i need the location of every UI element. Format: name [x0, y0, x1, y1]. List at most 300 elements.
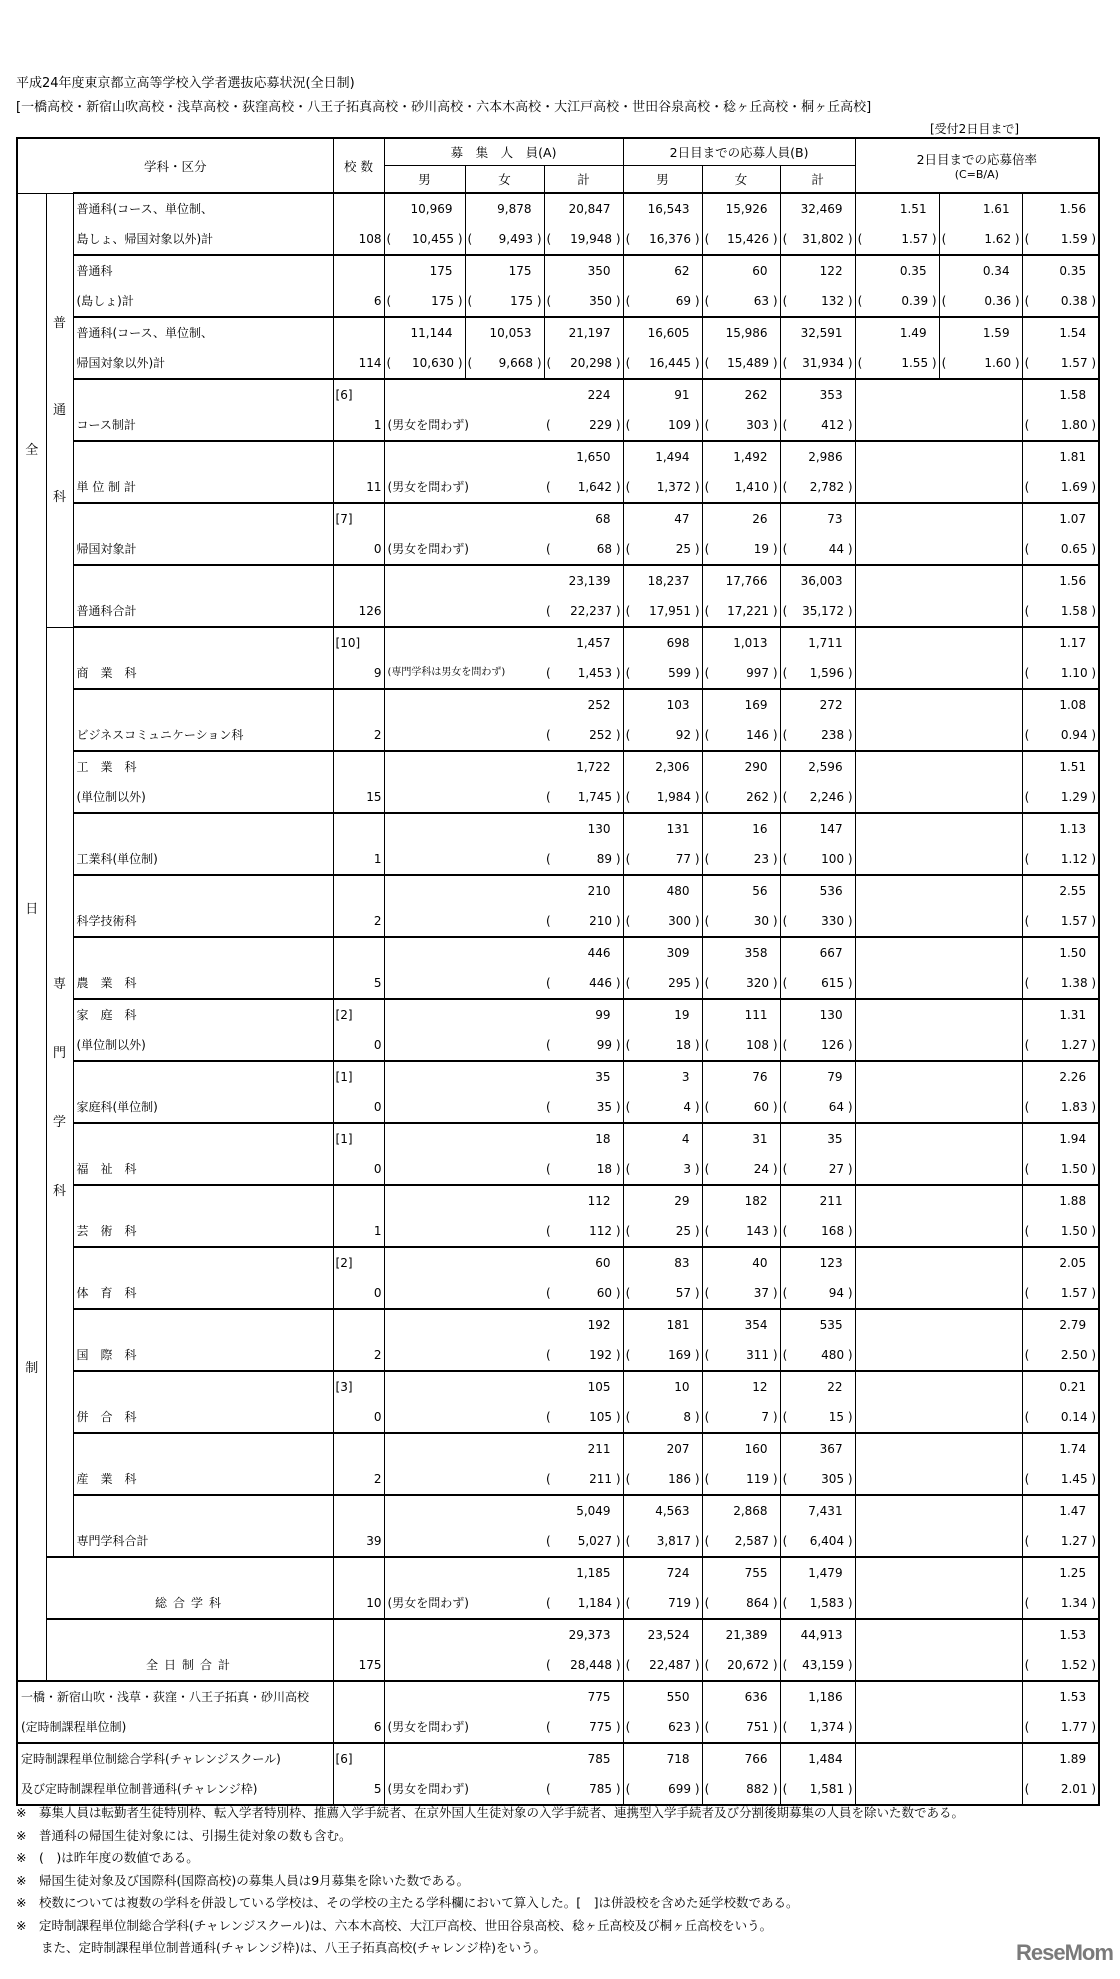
open-paren: (: [625, 1472, 631, 1486]
applicants-total: [780, 1495, 855, 1557]
ratio-total-current: 1.94: [1059, 1132, 1087, 1146]
ratio-male-previous-value: 1.57: [901, 232, 929, 246]
school-count-cell: [333, 1061, 384, 1123]
ratio-blank-cell: [855, 565, 1022, 627]
applicants-female-previous: [703, 720, 780, 750]
applicants-male: [623, 1495, 702, 1557]
applicants-male-previous-value: 1,984: [656, 790, 692, 804]
open-paren: (: [704, 232, 710, 246]
applicants-total-previous: [781, 782, 855, 812]
recruit-total: [544, 1061, 623, 1123]
close-paren: ): [844, 356, 853, 370]
ratio-female-current: 1.61: [982, 202, 1010, 216]
applicants-male: [623, 1557, 702, 1619]
recruit-total-current: 23,139: [568, 574, 611, 588]
ratio-total-previous-value: 1.57: [1060, 914, 1088, 928]
close-paren: ): [691, 418, 700, 432]
applicants-male-previous-value: 699: [668, 1782, 692, 1796]
school-count-cell: [333, 255, 384, 317]
ratio-total-previous-value: 0.38: [1060, 294, 1088, 308]
recruit-note-cell: [384, 441, 544, 503]
recruit-total: [544, 1495, 623, 1557]
school-count-top: [334, 566, 384, 596]
applicants-male: [623, 875, 702, 937]
close-paren: ): [691, 1100, 700, 1114]
applicants-male: [623, 1743, 702, 1805]
applicants-male-previous: [624, 844, 702, 874]
open-paren: (: [782, 976, 788, 990]
row-label-line2: 帰国対象以外)計: [76, 356, 166, 370]
school-count-cell: [333, 937, 384, 999]
open-paren: (: [1024, 1720, 1030, 1734]
recruit-total-previous: [544, 1588, 623, 1618]
open-paren: (: [782, 1472, 788, 1486]
close-paren: ): [844, 914, 853, 928]
ratio-total: [1022, 1371, 1099, 1433]
recruit-total-current: 446: [587, 946, 611, 960]
close-paren: ): [769, 1162, 778, 1176]
ratio-male-previous: [856, 286, 939, 316]
applicants-female: [702, 1247, 780, 1309]
close-paren: ): [612, 1720, 621, 1734]
applicants-female-previous-value: 30: [753, 914, 770, 928]
recruit-female-current: 175: [508, 264, 532, 278]
school-count: 1: [373, 418, 382, 432]
open-paren: (: [1024, 1100, 1030, 1114]
close-paren: ): [691, 542, 700, 556]
open-paren: (: [546, 542, 551, 556]
open-paren: (: [546, 1348, 551, 1362]
spacer: [385, 442, 545, 472]
applicants-total: [780, 813, 855, 875]
close-paren: ): [691, 356, 700, 370]
ratio-total: [1022, 1185, 1099, 1247]
school-count: 15: [366, 790, 382, 804]
recruit-note-cell: [384, 1309, 544, 1371]
school-count: 0: [373, 1100, 382, 1114]
row-label-line1: 一橋・新宿山吹・浅草・荻窪・八王子拓真・砂川高校: [21, 1690, 310, 1704]
ratio-total: [1022, 813, 1099, 875]
close-paren: ): [533, 356, 542, 370]
close-paren: ): [1087, 542, 1097, 556]
open-paren: (: [704, 914, 710, 928]
applicants-male-previous: [624, 534, 702, 564]
applicants-total-previous-value: 1,596: [809, 666, 845, 680]
spacer: [385, 1372, 545, 1402]
close-paren: ): [1011, 294, 1020, 308]
applicants-female: [702, 875, 780, 937]
applicants-female-current: 2,868: [733, 1504, 768, 1518]
school-count: 2: [373, 728, 382, 742]
school-count-top: [334, 1744, 384, 1774]
footnote: ※ 普通科の帰国生徒対象には、引揚生徒対象の数も含む。: [16, 1827, 352, 1843]
header-app-female: 女: [702, 166, 780, 194]
school-count: 1: [373, 1224, 382, 1238]
applicants-male-current: 724: [666, 1566, 690, 1580]
open-paren: (: [1024, 1782, 1030, 1796]
open-paren: (: [546, 1658, 551, 1672]
applicants-female-current: 15,986: [725, 326, 768, 340]
applicants-total-previous: [781, 1774, 855, 1804]
applicants-total-current: 122: [819, 264, 843, 278]
school-count-top: [334, 1124, 384, 1154]
row-label: [73, 1123, 333, 1185]
open-paren: (: [782, 480, 788, 494]
row-label-line2: 家庭科(単位制): [76, 1100, 158, 1114]
ratio-total-current: 1.53: [1059, 1628, 1087, 1642]
ratio-blank-cell: [855, 441, 1022, 503]
recruit-total-previous: [544, 534, 623, 564]
applicants-male-previous: [624, 1650, 702, 1680]
header-app-total: 計: [780, 166, 855, 194]
recruit-total-previous-value: 1,184: [577, 1596, 613, 1610]
recruit-total: [544, 1123, 623, 1185]
applicants-total: [780, 937, 855, 999]
ratio-total-current: 1.81: [1059, 450, 1087, 464]
applicants-total-previous: [781, 1650, 855, 1680]
ratio-total-previous: [1023, 1340, 1099, 1370]
close-paren: ): [691, 1596, 700, 1610]
applicants-male: [623, 503, 702, 565]
ratio-total: [1022, 999, 1099, 1061]
applicants-female-previous: [703, 1650, 780, 1680]
spacer: [385, 1496, 545, 1526]
open-paren: (: [625, 232, 631, 246]
applicants-total-current: 79: [827, 1070, 843, 1084]
applicants-total: [780, 1185, 855, 1247]
ratio-total-current: 1.56: [1059, 574, 1087, 588]
spacer: [385, 814, 545, 844]
gender-note: (男女を問わず): [387, 1782, 469, 1796]
row-label-line1: 工 業 科: [76, 760, 137, 774]
recruit-total-previous: [544, 596, 623, 626]
open-paren: (: [625, 914, 631, 928]
recruit-total-previous-value: 775: [589, 1720, 613, 1734]
close-paren: ): [844, 604, 853, 618]
applicants-female-previous: [703, 472, 780, 502]
recruit-total: [544, 255, 623, 317]
close-paren: ): [612, 1782, 621, 1796]
gender-note: (男女を問わず): [387, 418, 469, 432]
ratio-total-previous-value: 0.65: [1060, 542, 1088, 556]
applicants-female: [702, 1743, 780, 1805]
applicants-male-current: 103: [666, 698, 690, 712]
close-paren: ): [769, 1596, 778, 1610]
recruit-female: [465, 193, 544, 255]
close-paren: ): [691, 604, 700, 618]
ratio-female-current: 1.59: [982, 326, 1010, 340]
recruit-total-previous-value: 19,948: [570, 232, 613, 246]
applicants-female-previous: [703, 658, 780, 688]
school-count-top: [334, 1434, 384, 1464]
open-paren: (: [704, 1472, 710, 1486]
school-count: 0: [373, 542, 382, 556]
open-paren: (: [546, 976, 551, 990]
recruit-note-cell: [384, 1247, 544, 1309]
close-paren: ): [844, 1224, 853, 1238]
table-body: [17, 193, 1099, 1805]
close-paren: ): [612, 1162, 621, 1176]
ratio-total-current: 1.58: [1059, 388, 1087, 402]
applicants-female-previous-value: 320: [746, 976, 770, 990]
open-paren: (: [625, 1100, 631, 1114]
open-paren: (: [625, 542, 631, 556]
row-label-line1: 定時制課程単位制総合学科(チャレンジスクール): [21, 1752, 281, 1766]
applicants-male-previous-value: 599: [668, 666, 692, 680]
applicants-female-current: 766: [744, 1752, 768, 1766]
ratio-total-previous-value: 1.12: [1060, 852, 1088, 866]
open-paren: (: [941, 232, 947, 246]
recruit-total: [544, 193, 623, 255]
recruit-total-previous-value: 5,027: [577, 1534, 613, 1548]
applicants-male-current: 10: [674, 1380, 690, 1394]
spacer: [385, 1744, 545, 1774]
applicants-total-current: 123: [819, 1256, 843, 1270]
vertical-char: 学: [52, 1114, 66, 1130]
ratio-total-current: 0.35: [1059, 264, 1087, 278]
ratio-total-previous: [1023, 844, 1099, 874]
senmon-label: [46, 627, 73, 1557]
open-paren: (: [625, 666, 631, 680]
row-label-line2: (島しょ)計: [76, 294, 134, 308]
close-paren: ): [533, 232, 542, 246]
recruit-male-previous: [385, 224, 465, 254]
footnote: ※ 定時制課程単位制総合学科(チャレンジスクール)は、六本木高校、大江戸高校、世田谷泉高校、稔ヶ丘高校及び桐ヶ丘高校をいう。: [16, 1917, 773, 1933]
ratio-total-previous-value: 2.01: [1060, 1782, 1088, 1796]
recruit-total-current: 1,457: [576, 636, 611, 650]
ratio-total-current: 1.54: [1059, 326, 1087, 340]
close-paren: ): [844, 790, 853, 804]
applicants-male-previous: [624, 968, 702, 998]
applicants-male-current: 62: [674, 264, 690, 278]
recruit-total-previous: [544, 1216, 623, 1246]
row-label-line2: (単位制以外): [76, 1038, 146, 1052]
close-paren: ): [769, 418, 778, 432]
close-paren: ): [769, 914, 778, 928]
applicants-total-current: 1,484: [808, 1752, 843, 1766]
applicants-female-current: 40: [752, 1256, 768, 1270]
close-paren: ): [1087, 914, 1097, 928]
applicants-female-current: 636: [744, 1690, 768, 1704]
applicants-male-previous-value: 719: [668, 1596, 692, 1610]
ratio-blank-cell: [855, 937, 1022, 999]
ratio-total-previous: [1023, 1526, 1099, 1556]
recruit-total-previous: [544, 410, 623, 440]
open-paren: (: [546, 1720, 551, 1734]
applicants-total: [780, 1247, 855, 1309]
open-paren: (: [1024, 356, 1030, 370]
open-paren: (: [704, 1534, 710, 1548]
open-paren: (: [782, 356, 788, 370]
applicants-male-previous-value: 4: [683, 1100, 692, 1114]
recruit-total-current: 18: [595, 1132, 611, 1146]
open-paren: (: [625, 1782, 631, 1796]
row-label: [73, 503, 333, 565]
close-paren: ): [1087, 1410, 1097, 1424]
applicants-male-current: 480: [666, 884, 690, 898]
applicants-female-current: 31: [752, 1132, 768, 1146]
applicants-female-previous-value: 311: [746, 1348, 770, 1362]
close-paren: ): [769, 666, 778, 680]
applicants-total: [780, 565, 855, 627]
close-paren: ): [612, 1286, 621, 1300]
recruit-total-previous-value: 192: [589, 1348, 613, 1362]
recruit-total: [544, 1371, 623, 1433]
ratio-total: [1022, 1495, 1099, 1557]
applicants-female: [702, 1123, 780, 1185]
applicants-male-previous: [624, 472, 702, 502]
ratio-total-previous-value: 1.50: [1060, 1224, 1088, 1238]
school-count-cell: [333, 1185, 384, 1247]
school-count-top: [334, 1372, 384, 1402]
open-paren: (: [704, 1348, 710, 1362]
vertical-char: 科: [52, 489, 66, 505]
close-paren: ): [612, 294, 621, 308]
table-row: [17, 1123, 1099, 1185]
close-paren: ): [1087, 1782, 1097, 1796]
open-paren: (: [704, 294, 710, 308]
row-label-line2: コース制計: [76, 418, 136, 432]
applicants-male-current: 4,563: [655, 1504, 690, 1518]
open-paren: (: [625, 1596, 631, 1610]
applicants-male-previous: [624, 286, 702, 316]
recruit-total: [544, 1681, 623, 1743]
ratio-female-previous: [940, 348, 1022, 378]
ratio-blank-cell: [855, 1309, 1022, 1371]
open-paren: (: [782, 914, 788, 928]
applicants-male-previous: [624, 1402, 702, 1432]
close-paren: ): [844, 1162, 853, 1176]
school-count: 5: [373, 976, 382, 990]
ratio-blank-cell: [855, 875, 1022, 937]
ratio-total-previous-value: 1.58: [1060, 604, 1088, 618]
close-paren: ): [769, 1782, 778, 1796]
close-paren: ): [844, 232, 853, 246]
ratio-total: [1022, 565, 1099, 627]
ratio-total: [1022, 1247, 1099, 1309]
spacer: [385, 1062, 545, 1092]
ratio-total-current: 1.56: [1059, 202, 1087, 216]
open-paren: (: [704, 790, 710, 804]
applicants-total-current: 667: [819, 946, 843, 960]
row-label: [73, 193, 333, 255]
ratio-total-previous-value: 1.45: [1060, 1472, 1088, 1486]
open-paren: (: [704, 852, 710, 866]
open-paren: (: [704, 1224, 710, 1238]
applicants-total-current: 44,913: [800, 1628, 843, 1642]
recruit-total-current: 112: [587, 1194, 611, 1208]
open-paren: (: [546, 1286, 551, 1300]
recruit-total-previous-value: 350: [589, 294, 613, 308]
recruit-total-previous-value: 28,448: [570, 1658, 613, 1672]
open-paren: (: [546, 1534, 551, 1548]
recruit-total-previous: [544, 1340, 623, 1370]
applicants-total-current: 7,431: [808, 1504, 843, 1518]
close-paren: ): [612, 1534, 621, 1548]
applicants-male-previous: [624, 1774, 702, 1804]
applicants-total: [780, 1557, 855, 1619]
recruit-male: [384, 255, 465, 317]
spacer: [385, 690, 545, 720]
ratio-total-current: 1.25: [1059, 1566, 1087, 1580]
row-label-line2: 商 業 科: [76, 666, 137, 680]
table-row: [17, 751, 1099, 813]
applicants-female: [702, 937, 780, 999]
ratio-total-previous: [1023, 534, 1099, 564]
header-recruit-total: 計: [544, 166, 623, 194]
close-paren: ): [1087, 666, 1097, 680]
recruit-total: [544, 689, 623, 751]
recruit-total-previous-value: 112: [589, 1224, 613, 1238]
open-paren: (: [704, 1286, 710, 1300]
applicants-male: [623, 255, 702, 317]
applicants-total-previous-value: 94: [828, 1286, 845, 1300]
recruit-total: [544, 1309, 623, 1371]
recruit-total-current: 60: [595, 1256, 611, 1270]
close-paren: ): [769, 480, 778, 494]
school-count-cell: [333, 875, 384, 937]
applicants-female: [702, 441, 780, 503]
open-paren: (: [704, 418, 710, 432]
ratio-total: [1022, 1433, 1099, 1495]
row-label-line1: [74, 1496, 333, 1526]
applicants-male-previous-value: 18: [675, 1038, 692, 1052]
ratio-total-previous: [1023, 348, 1099, 378]
table-row: [17, 1061, 1099, 1123]
open-paren: (: [704, 1720, 710, 1734]
close-paren: ): [691, 666, 700, 680]
ratio-total-previous-value: 1.10: [1060, 666, 1088, 680]
applicants-female-previous-value: 119: [746, 1472, 770, 1486]
applicants-total-previous: [781, 1712, 855, 1742]
open-paren: (: [546, 604, 551, 618]
table-row: [17, 1309, 1099, 1371]
open-paren: (: [625, 852, 631, 866]
open-paren: (: [782, 1410, 788, 1424]
applicants-female-previous: [703, 968, 780, 998]
ratio-total: [1022, 1557, 1099, 1619]
ratio-total-previous: [1023, 906, 1099, 936]
row-label-line1: [74, 380, 333, 410]
vertical-char: 専: [52, 976, 66, 992]
close-paren: ): [612, 542, 621, 556]
recruit-total: [544, 627, 623, 689]
close-paren: ): [928, 294, 937, 308]
recruit-male-previous: [385, 348, 465, 378]
open-paren: (: [704, 356, 710, 370]
applicants-female: [702, 1619, 780, 1681]
applicants-total-previous: [781, 1340, 855, 1370]
ratio-total-current: 1.51: [1059, 760, 1087, 774]
row-label: [73, 379, 333, 441]
row-label-line1: [74, 876, 333, 906]
open-paren: (: [546, 1162, 551, 1176]
open-paren: (: [782, 728, 788, 742]
close-paren: ): [1087, 418, 1097, 432]
recruit-total-previous-value: 89: [596, 852, 613, 866]
school-count-top: [334, 1558, 384, 1588]
applicants-male: [623, 1371, 702, 1433]
ratio-total-previous: [1023, 658, 1099, 688]
ratio-total-previous-value: 1.27: [1060, 1534, 1088, 1548]
row-label-line2: 国 際 科: [76, 1348, 137, 1362]
applicants-total-previous-value: 330: [821, 914, 845, 928]
ratio-blank-cell: [855, 1743, 1022, 1805]
applicants-male-previous: [624, 658, 702, 688]
row-label-line2: ビジネスコミュニケーション科: [76, 728, 244, 742]
applicants-total-previous-value: 412: [821, 418, 845, 432]
recruit-female-previous: [466, 224, 544, 254]
